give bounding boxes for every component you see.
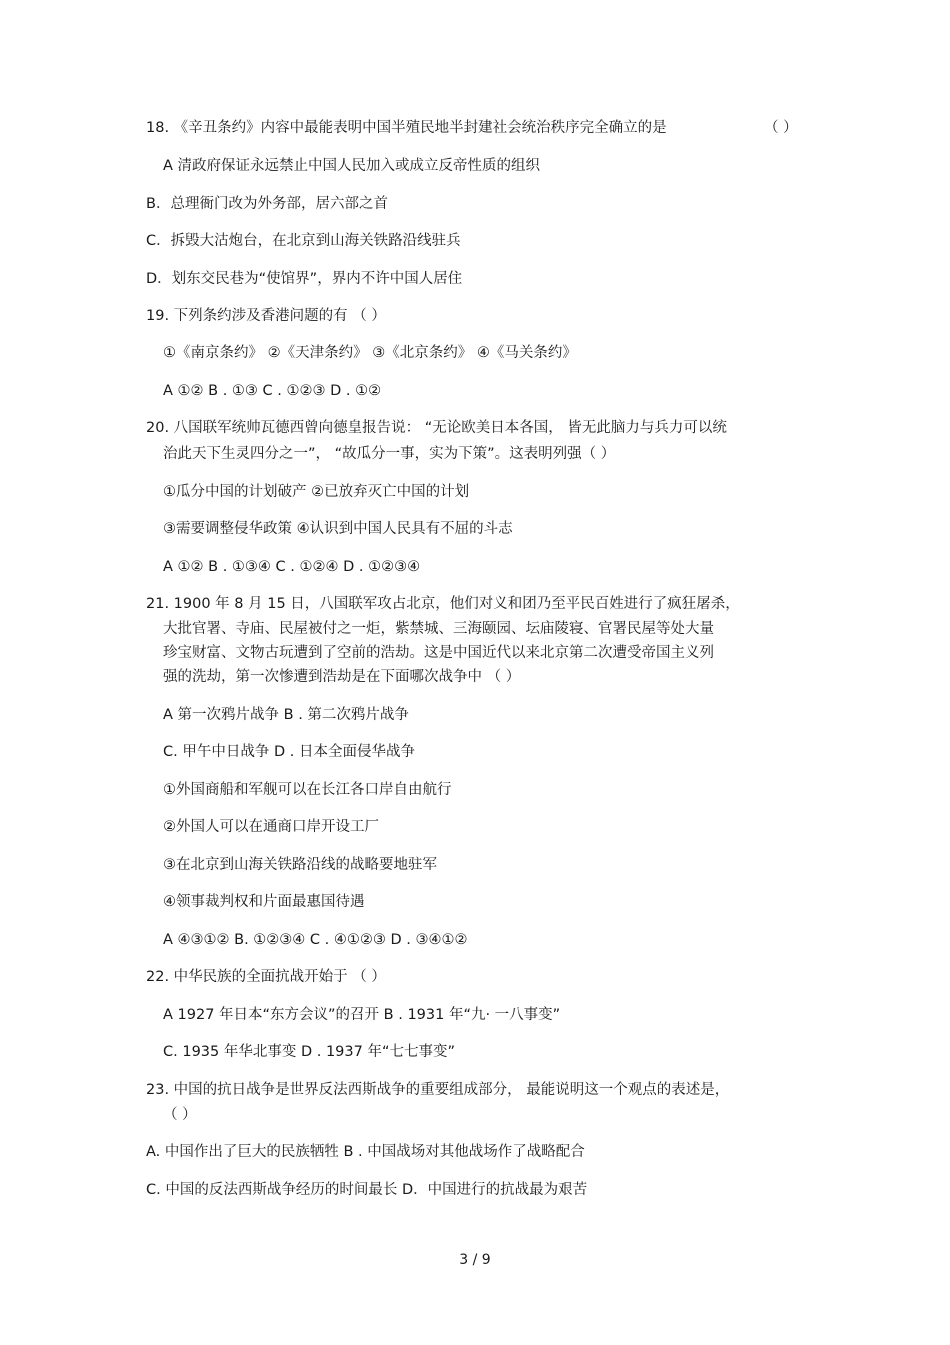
- page-number: 3 / 9: [459, 1252, 491, 1268]
- q21-item-1: ①外国商船和军舰可以在长江各口岸自由航行: [163, 782, 452, 798]
- q21-item-4: ④领事裁判权和片面最惠国待遇: [163, 894, 365, 910]
- q21-stem-line1: 21. 1900 年 8 月 15 日，八国联军攻占北京，他们对义和团乃至平民百姓进行了疯狂屠杀，: [146, 596, 740, 612]
- q21-item-2: ②外国人可以在通商口岸开设工厂: [163, 819, 379, 835]
- q18-answer-paren: （ ）: [764, 120, 798, 136]
- q22-options-ab: A 1927 年日本“东方会议”的召开 B . 1931 年“九· 一八事变”: [163, 1007, 561, 1023]
- q21-options-cd: C. 甲午中日战争 D . 日本全面侵华战争: [163, 744, 415, 760]
- q21-options-2: A ④③①② B. ①②③④ C . ④①②③ D . ③④①②: [163, 932, 468, 948]
- q18-option-b: B．总理衙门改为外务部，居六部之首: [146, 196, 388, 212]
- q23-stem-line1: 23. 中国的抗日战争是世界反法西斯战争的重要组成部分， 最能说明这一个观点的表述是，: [146, 1082, 730, 1098]
- q18-option-c: C．拆毁大沽炮台，在北京到山海关铁路沿线驻兵: [146, 233, 461, 249]
- q19-options: A ①② B . ①③ C . ①②③ D . ①②: [163, 383, 382, 399]
- q18-option-d: D．划东交民巷为“使馆界”，界内不许中国人居住: [146, 271, 463, 287]
- q22-stem: 22. 中华民族的全面抗战开始于 （ ）: [146, 969, 386, 985]
- q20-stem-line2: 治此天下生灵四分之一”， “故瓜分一事，实为下策”。这表明列强（ ）: [163, 446, 616, 462]
- q18-option-a: A 清政府保证永远禁止中国人民加入或成立反帝性质的组织: [163, 158, 541, 174]
- q20-items-line2: ③需要调整侵华政策 ④认识到中国人民具有不屈的斗志: [163, 521, 513, 537]
- q20-options: A ①② B . ①③④ C . ①②④ D . ①②③④: [163, 559, 421, 575]
- q20-items-line1: ①瓜分中国的计划破产 ②已放弃灭亡中国的计划: [163, 484, 470, 500]
- q22-options-cd: C. 1935 年华北事变 D . 1937 年“七七事变”: [163, 1044, 455, 1060]
- q21-item-3: ③在北京到山海关铁路沿线的战略要地驻军: [163, 857, 437, 873]
- q23-answer-paren: （ ）: [163, 1107, 197, 1123]
- q21-stem-line4: 强的洗劫，第一次惨遭到浩劫是在下面哪次战争中 （ ）: [163, 669, 521, 685]
- q21-stem-line2: 大批官署、寺庙、民屋被付之一炬，紫禁城、三海颐园、坛庙陵寝、官署民屋等处大量: [163, 621, 714, 637]
- q23-options-cd: C. 中国的反法西斯战争经历的时间最长 D．中国进行的抗战最为艰苦: [146, 1182, 588, 1198]
- q23-options-ab: A. 中国作出了巨大的民族牺牲 B . 中国战场对其他战场作了战略配合: [146, 1144, 585, 1160]
- q18-stem: 18. 《辛丑条约》内容中最能表明中国半殖民地半封建社会统治秩序完全确立的是: [146, 120, 667, 136]
- q21-stem-line3: 珍宝财富、文物古玩遭到了空前的浩劫。这是中国近代以来北京第二次遭受帝国主义列: [163, 645, 714, 661]
- q19-items: ①《南京条约》 ②《天津条约》 ③《北京条约》 ④《马关条约》: [163, 345, 577, 361]
- q21-options-ab: A 第一次鸦片战争 B . 第二次鸦片战争: [163, 707, 409, 723]
- q19-stem: 19. 下列条约涉及香港问题的有 （ ）: [146, 308, 386, 324]
- q20-stem-line1: 20. 八国联军统帅瓦德西曾向德皇报告说： “无论欧美日本各国， 皆无此脑力与兵力可以统: [146, 420, 727, 436]
